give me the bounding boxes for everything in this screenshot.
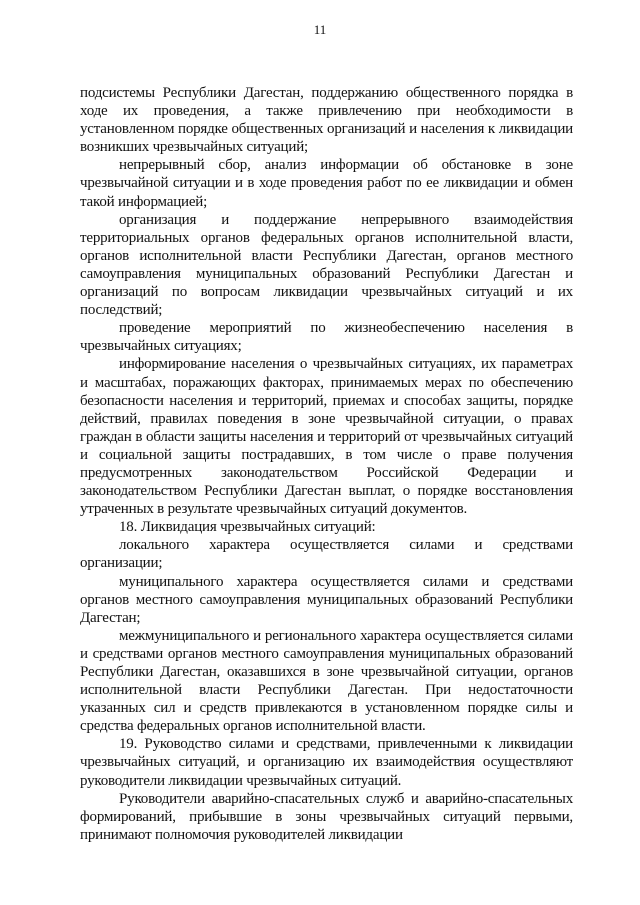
paragraph: проведение мероприятий по жизнеобеспечению населения в чрезвычайных ситуациях; [80, 320, 573, 355]
paragraph: межмуниципального и регионального характера осуществляется силами и средствами органов местного самоуправления муниципальных образований Республики Дагестан, оказавшихся в зоне чрезвычайной ситуации, органов исполнительной власти Республики Дагестан. При недостаточности указанных сил и средств привлекаются в установленном порядке силы и средства федеральных органов исполнительной власти. [80, 627, 573, 735]
paragraph: организация и поддержание непрерывного взаимодействия территориальных органов федеральных органов исполнительной власти, органов исполнительной власти Республики Дагестан, органов местного самоуправления муниципальных образований Республики Дагестан и организаций по вопросам ликвидации чрезвычайных ситуаций и их последствий; [80, 211, 573, 319]
paragraph-19: 19. Руководство силами и средствами, привлеченными к ликвидации чрезвычайных ситуаций, и организацию их взаимодействия осуществляют руководители ликвидации чрезвычайных ситуаций. [80, 736, 573, 789]
paragraph: информирование населения о чрезвычайных ситуациях, их параметрах и масштабах, поражающих факторах, принимаемых мерах по обеспечению безопасности населения и территорий, приемах и способах защиты, порядке действий, правилах поведения в зоне чрезвычайной ситуации, о правах граждан в области защиты населения и территорий от чрезвычайных ситуаций и социальной защиты пострадавших, в том числе о праве получения предусмотренных законодательством Российской Федерации и законодательством Республики Дагестан выплат, о порядке восстановления утраченных в результате чрезвычайных ситуаций документов. [80, 356, 573, 518]
paragraph: муниципального характера осуществляется силами и средствами органов местного самоуправления муниципальных образований Республики Дагестан; [80, 573, 573, 626]
page-number: 11 [313, 22, 327, 37]
document-body [80, 84, 573, 844]
paragraph-continuation: подсистемы Республики Дагестан, поддержанию общественного порядка в ходе их проведения, а также привлечению при необходимости в установленном порядке общественных организаций и населения к ликвидации возникших чрезвычайных ситуаций; [80, 85, 573, 156]
paragraph: Руководители аварийно-спасательных служб и аварийно-спасательных формирований, прибывшие в зоны чрезвычайных ситуаций первыми, принимают полномочия руководителей ликвидации [80, 790, 573, 843]
paragraph: непрерывный сбор, анализ информации об обстановке в зоне чрезвычайной ситуации и в ходе проведения работ по ее ликвидации и обмен такой информацией; [80, 157, 573, 210]
section-heading-18: 18. Ликвидация чрезвычайных ситуаций: [119, 519, 376, 536]
paragraph: локального характера осуществляется силами и средствами организации; [80, 537, 573, 572]
